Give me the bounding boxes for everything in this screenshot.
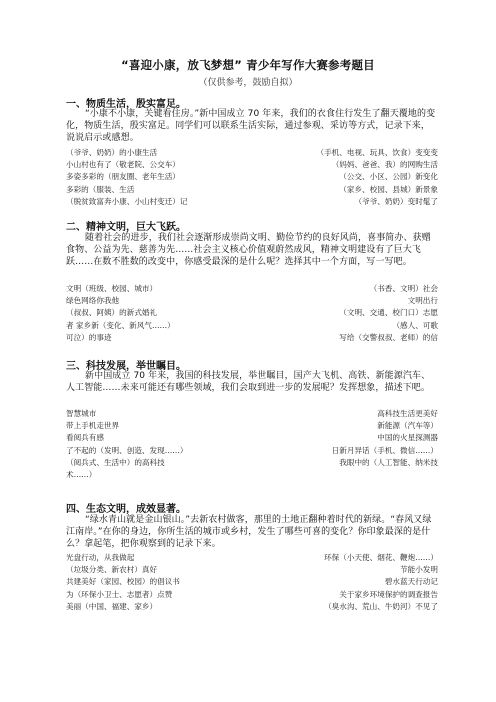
topic-item: 为（环保小卫士、志愿者）点赞 [66, 589, 173, 599]
topic-row [66, 295, 438, 307]
topic-row [66, 332, 438, 344]
topic-row [66, 432, 438, 444]
topic-row [66, 196, 438, 208]
topic-row [66, 601, 438, 613]
topic-item: （垃圾分类、新农村）真好 [66, 565, 158, 575]
topic-item: 我眼中的（人工智能、纳米技 [339, 457, 438, 467]
section-heading-2: 二、精神文明，巨大飞跃。 [66, 222, 186, 233]
topic-item: 关于家乡环境保护的调查报告 [339, 589, 438, 599]
topic-item: 节能小发明 [400, 565, 438, 575]
topic-row [66, 147, 438, 159]
topic-item: （妈妈、爸爸、我）的网购生活 [331, 160, 438, 170]
topic-item: 光盘行动，从我做起 [66, 553, 135, 562]
topic-item: （手机、电视、玩具、饮食）变变变 [316, 148, 438, 157]
topic-row [66, 159, 438, 171]
topic-item: 了不起的（发明、创造、发现……） [66, 445, 188, 455]
topic-item: 写给（交警叔叔、老师）的信 [339, 332, 438, 342]
topic-item: （爷爷、奶奶）的小康生活 [66, 148, 158, 157]
topic-row [66, 184, 438, 196]
topic-item: 带上手机走世界 [66, 421, 120, 431]
topic-row [66, 320, 438, 332]
topic-list-1 [66, 147, 438, 208]
topic-item: 术……） [66, 470, 97, 480]
topic-row [66, 552, 438, 564]
topic-item: 看阅兵有感 [66, 433, 104, 443]
topic-row [66, 408, 438, 420]
topic-item: 文明出行 [407, 296, 438, 306]
topic-row [66, 469, 438, 481]
topic-item: 可泣）的事迹 [66, 332, 112, 342]
topic-item: （书香、文明）社会 [369, 284, 438, 293]
topic-row [66, 564, 438, 576]
topic-row [66, 445, 438, 457]
topic-list-2 [66, 283, 438, 344]
topic-item: 文明（班级、校园、城市） [66, 284, 158, 293]
topic-item: 环保（小天使、烟花、鞭炮……） [324, 553, 438, 562]
section-intro-text: “小康不小康，关键看住房。”新中国成立 70 年来，我们的衣食住行发生了翻天覆地的变化，物质生活，殷实富足。同学们可以联系生活实际，通过参观、采访等方式，记录下来，说说启示或感想。 [66, 109, 436, 144]
topic-item: （家乡、校园、县城）新景象 [339, 184, 438, 194]
topic-item: （文明、交通、校门口）志愿 [339, 308, 438, 318]
section-heading-3: 三、科技发展，举世瞩目。 [66, 361, 186, 372]
page-title: “喜迎小康，放飞梦想” 青少年写作大赛参考题目 [121, 58, 375, 72]
page-subtitle: （仅供参考，鼓励自拟） [198, 78, 298, 88]
topic-item: （叔叔、阿姨）的新式婚礼 [66, 308, 158, 318]
section-intro-1 [66, 108, 438, 145]
topic-item: 者 家乡新（变化、新风气……） [66, 320, 175, 330]
topic-item: 新能源（汽车等） [377, 421, 438, 431]
section-heading-4: 四、生态文明，成效显著。 [66, 504, 186, 515]
topic-item: 共建美好（家园、校园）的倡议书 [66, 577, 180, 587]
topic-item: 中国的火星探测器 [377, 433, 438, 443]
topic-row [66, 307, 438, 319]
topic-list-3 [66, 408, 438, 481]
topic-item: 高科技生活更美好 [377, 409, 438, 418]
section-intro-4 [66, 514, 438, 551]
topic-item: （臭水沟、荒山、牛奶河）不见了 [324, 601, 438, 611]
topic-item: 碧水蓝天行动记 [384, 577, 438, 587]
topic-item: 多姿多彩的（朋友圈、老年生活） [66, 172, 180, 182]
topic-row [66, 283, 438, 295]
topic-row [66, 420, 438, 432]
section-intro-text: 新中国成立 70 年来，我国的科技发展，举世瞩目，国产大飞机、高铁、新能源汽车、人工智能……未来可能还有哪些领域，我们会取到进一步的发展呢？发挥想象，描述下吧。 [66, 371, 431, 394]
section-heading-1: 一、物质生活，殷实富足。 [66, 99, 186, 110]
topic-row [66, 457, 438, 469]
section-intro-3 [66, 370, 438, 394]
topic-item: 小山村也有了（敬老院、公交车） [66, 160, 180, 170]
topic-item: 绿色网络你我他 [66, 296, 120, 306]
section-intro-text: “绿水青山就是金山银山。”去新农村做客，那里的土地正翻种着时代的新绿。“春风又绿江南岸。”在你的身边，你所生活的城市或乡村，发生了哪些可喜的变化？你印象最深的是什么？拿起笔，把你观察到的记录下来。 [66, 515, 432, 550]
topic-item: （爷爷、奶奶）变时髦了 [354, 196, 438, 206]
topic-row [66, 589, 438, 601]
topic-item: （阅兵式、生活中）的高科技 [66, 457, 165, 467]
topic-row [66, 171, 438, 183]
topic-item: （感人、可歌 [392, 320, 438, 330]
topic-item: （公交、小区、公园）新变化 [339, 172, 438, 182]
topic-list-4 [66, 552, 438, 613]
topic-item: 日新月异话（手机、微信……） [331, 445, 438, 455]
topic-item: 多彩的（服装、生活 [66, 184, 135, 194]
topic-item: （脱贫致富奔小康、小山村变迁）记 [66, 196, 188, 206]
topic-item: 智慧城市 [66, 409, 97, 418]
topic-item: 美丽（中国、福建、家乡） [66, 601, 158, 611]
topic-row [66, 576, 438, 588]
section-intro-2 [66, 232, 438, 269]
section-intro-text: 随着社会的进步，我们社会逐渐形成崇尚文明、勤俭节约的良好风尚，喜事简办、获赠食物、公益为先、慈善为先……社会主义核心价值观蔚然成风，精神文明建设有了巨大飞跃……在数不胜数的改变中，你感受最深的是什么呢？选择其中一个方面，写一写吧。 [66, 233, 431, 268]
